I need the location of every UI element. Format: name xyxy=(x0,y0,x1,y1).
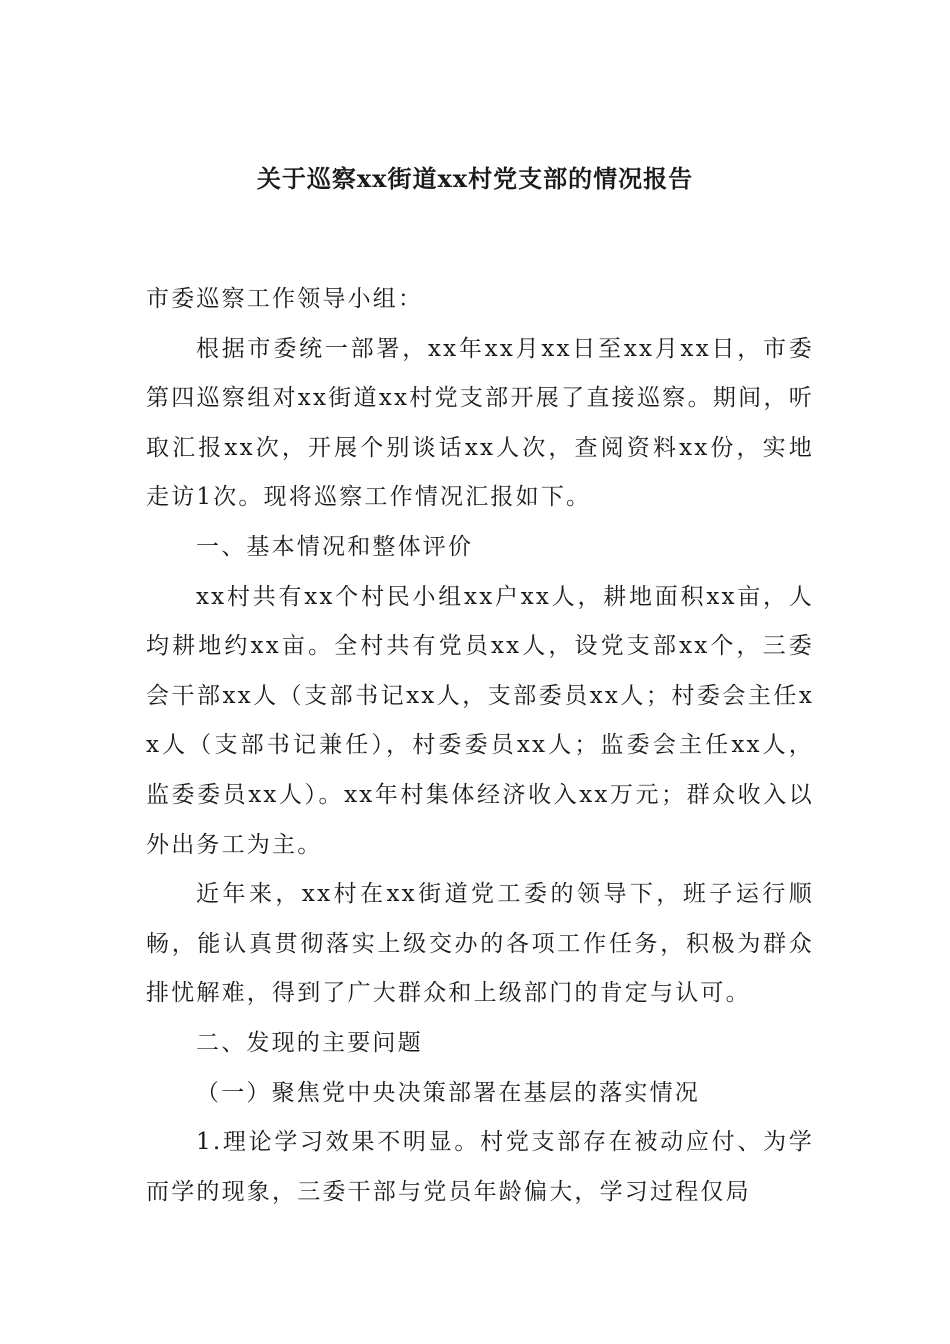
paragraph-evaluation: 近年来，xx村在xx街道党工委的领导下，班子运行顺畅，能认真贯彻落实上级交办的各项工作任务，积极为群众排忧解难，得到了广大群众和上级部门的肯定与认可。 xyxy=(146,881,814,1007)
section-heading-1: 一、基本情况和整体评价 xyxy=(196,533,474,560)
section-heading-2: 二、发现的主要问题 xyxy=(196,1029,423,1056)
subsection-heading-1: （一）聚焦党中央决策部署在基层的落实情况 xyxy=(196,1079,700,1106)
paragraph-basic-info: xx村共有xx个村民小组xx户xx人，耕地面积xx亩，人均耕地约xx亩。全村共有党员xx人，设党支部xx个，三委会干部xx人（支部书记xx人，支部委员xx人；村委会主任xx人（支部书记兼任），村委委员xx人；监委会主任xx人，监委委员xx人）。xx年村集体经济收入xx万元；群众收入以外出务工为主。 xyxy=(146,583,814,858)
document-title: 关于巡察xx街道xx村党支部的情况报告 xyxy=(256,164,694,193)
document-body xyxy=(146,275,814,1217)
salutation: 市委巡察工作领导小组： xyxy=(146,286,424,312)
paragraph-issue-1: 1.理论学习效果不明显。村党支部存在被动应付、为学而学的现象，三委干部与党员年龄偏大，学习过程仅局 xyxy=(146,1129,814,1205)
paragraph-intro: 根据市委统一部署，xx年xx月xx日至xx月xx日，市委第四巡察组对xx街道xx村党支部开展了直接巡察。期间，听取汇报xx次，开展个别谈话xx人次，查阅资料xx份，实地走访1次。现将巡察工作情况汇报如下。 xyxy=(146,335,814,511)
